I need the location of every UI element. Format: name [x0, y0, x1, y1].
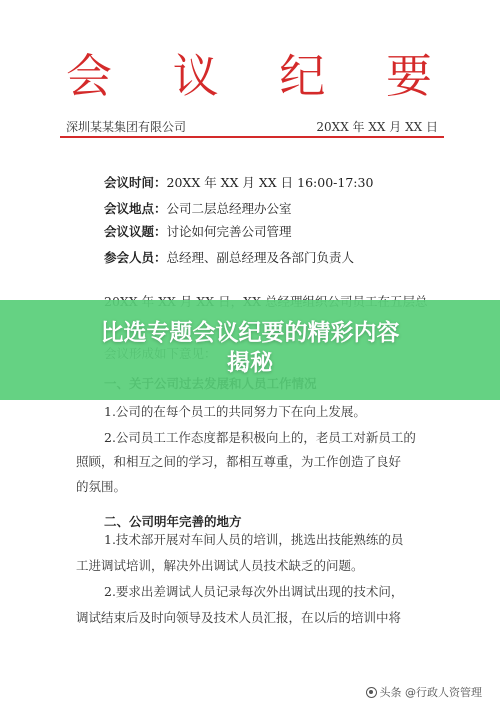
header-row	[66, 118, 438, 135]
source-watermark	[366, 684, 483, 700]
headline-text	[0, 318, 500, 378]
info-value: 讨论如何完善公司管理	[166, 224, 292, 239]
section1-item-cont: 照顾，和相互之间的学习，都相互尊重，为工作创造了良好	[76, 454, 402, 469]
info-label: 会议时间：	[104, 175, 167, 190]
info-attendees	[104, 248, 354, 266]
info-value: 总经理、副总经理及各部门负责人	[166, 250, 355, 265]
document-date: 20XX 年 XX 月 XX 日	[316, 120, 438, 134]
info-meeting-time	[104, 173, 373, 191]
document-title	[60, 46, 440, 106]
section2-item: 1.技术部开展对车间人员的培训，挑选出技能熟练的员	[104, 532, 404, 547]
title-char: 会	[66, 49, 114, 103]
info-meeting-place	[104, 199, 292, 217]
section1-item-cont: 的氛围。	[76, 479, 127, 494]
info-label: 参会人员：	[104, 250, 167, 265]
watermark-text: 头条 @行政人资管理	[379, 686, 482, 699]
section2-item-cont: 调试结束后及时向领导及技术人员汇报，在以后的培训中将	[76, 610, 402, 625]
section1-item: 2.公司员工工作态度都是积极向上的，老员工对新员工的	[104, 430, 416, 445]
headline-line: 揭秘	[227, 350, 273, 376]
section1-item: 1.公司的在每个员工的共同努力下在向上发展。	[104, 404, 366, 419]
headline-line: 比选专题会议纪要的精彩内容	[100, 320, 400, 346]
toutiao-logo-icon	[366, 687, 377, 698]
section-heading-2: 二、公司明年完善的地方	[104, 514, 242, 529]
info-label: 会议地点：	[104, 201, 167, 216]
info-value: 20XX 年 XX 月 XX 日 16:00-17:30	[166, 175, 374, 190]
title-divider	[60, 136, 444, 138]
title-char: 纪	[279, 49, 328, 103]
section2-item: 2.要求出差调试人员记录每次外出调试出现的技术问，	[104, 584, 404, 599]
section2-item-cont: 工进调试培训，解决外出调试人员技术缺乏的问题。	[76, 558, 364, 573]
org-name: 深圳某某集团有限公司	[66, 120, 187, 134]
info-value: 公司二层总经理办公室	[166, 201, 292, 216]
title-char: 议	[172, 49, 221, 103]
info-meeting-topic	[104, 222, 292, 240]
title-char: 要	[385, 49, 434, 103]
info-label: 会议议题：	[104, 224, 167, 239]
